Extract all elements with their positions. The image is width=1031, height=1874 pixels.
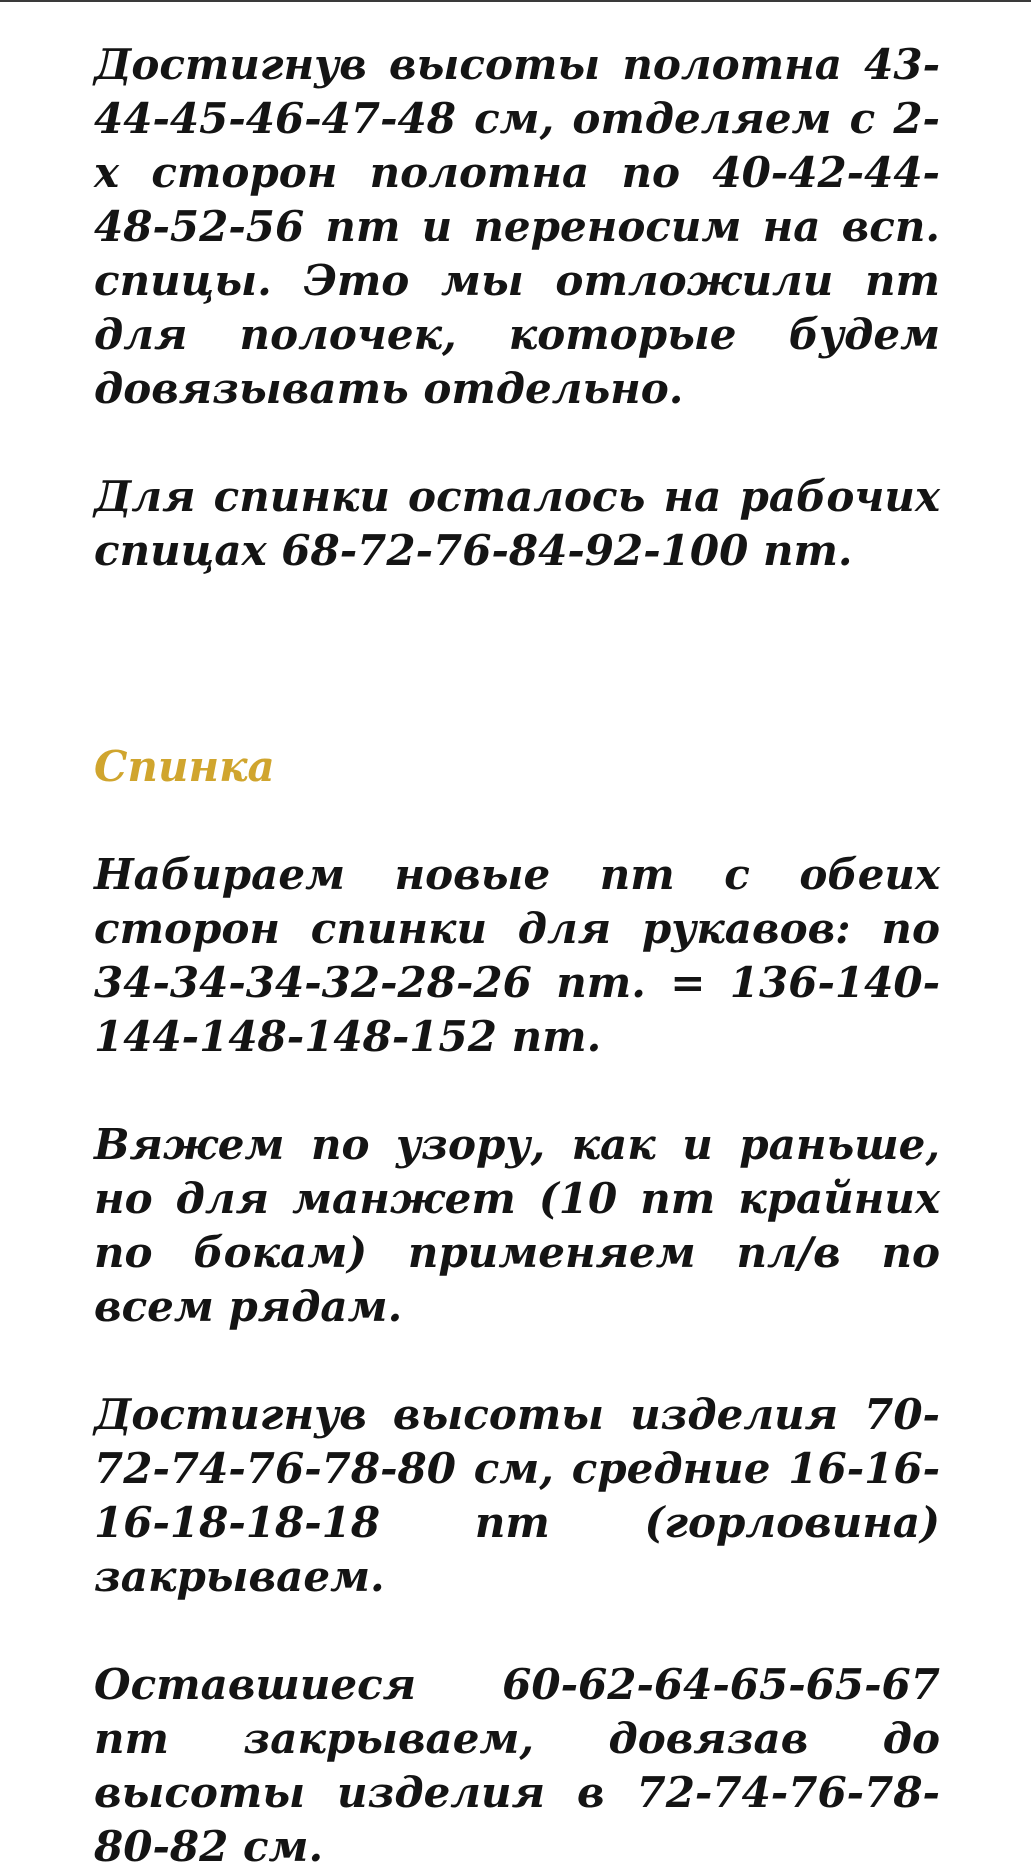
top-divider <box>0 0 1031 2</box>
paragraph-split-fronts: Достигнув высоты полотна 43-44-45-46-47-48 см, отделяем с 2-х сторон полотна по 40-42-44-48-52-56 пт и переносим на всп. спицы. Это мы отложили пт для полочек, которые будем довязывать отдельно. <box>94 40 940 413</box>
paragraph-neckline: Достигнув высоты изделия 70-72-74-76-78-80 см, средние 16-16-16-18-18-18 пт (горловина) закрываем. <box>94 1390 940 1601</box>
paragraph-back-stitches: Для спинки осталось на рабочих спицах 68-72-76-84-92-100 пт. <box>94 472 940 575</box>
article-body <box>94 38 940 1874</box>
paragraph-knit-pattern: Вяжем по узору, как и раньше, но для манжет (10 пт крайних по бокам) применяем пл/в по всем рядам. <box>94 1120 940 1331</box>
paragraph-cast-on-sleeves: Набираем новые пт с обеих сторон спинки для рукавов: по 34-34-34-32-28-26 пт. = 136-140-144-148-148-152 пт. <box>94 850 940 1061</box>
paragraph-bind-off: Оставшиеся 60-62-64-65-65-67 пт закрываем, довязав до высоты изделия в 72-74-76-78-80-82 см. <box>94 1660 940 1871</box>
section-title-back: Спинка <box>94 742 275 791</box>
